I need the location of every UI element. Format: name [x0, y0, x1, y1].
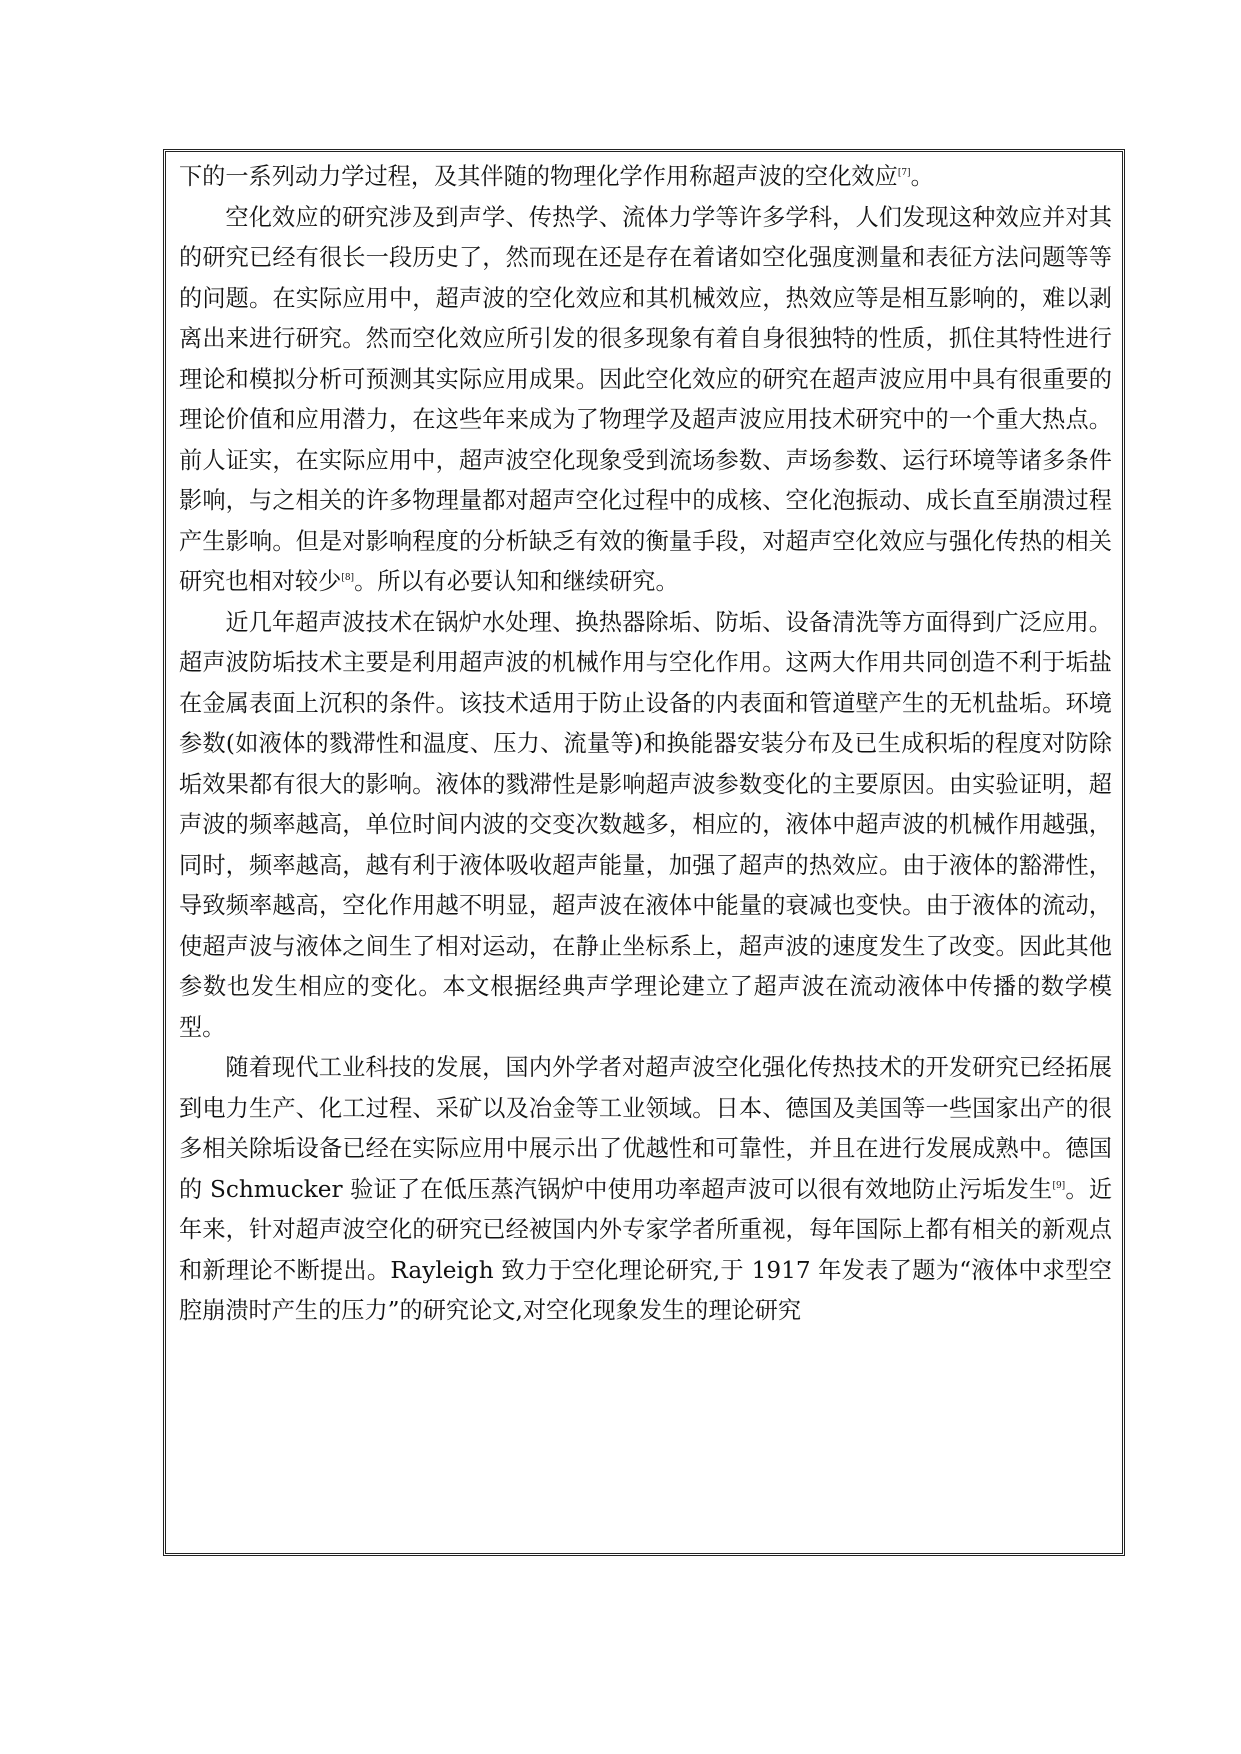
citation-9: [9] — [1052, 1180, 1066, 1191]
paragraph-2-tail: 。所以有必要认知和继续研究。 — [354, 568, 679, 595]
paragraph-4-text: 随着现代工业科技的发展，国内外学者对超声波空化强化传热技术的开发研究已经拓展到电力生产、化工过程、采矿以及冶金等工业领域。日本、德国及美国等一些国家出产的很多相关除垢设备已经在实际应用中展示出了优越性和可靠性，并且在进行发展成熟中。德国的 Schmucker 验证了在低压蒸汽锅炉中使用功率超声波可以很有效地防止污垢发生 — [179, 1054, 1112, 1203]
paragraph-2-text: 空化效应的研究涉及到声学、传热学、流体力学等许多学科，人们发现这种效应并对其的研究已经有很长一段历史了，然而现在还是存在着诸如空化强度测量和表征方法问题等等的问题。在实际应用中，超声波的空化效应和其机械效应，热效应等是相互影响的，难以剥离出来进行研究。然而空化效应所引发的很多现象有着自身很独特的性质，抓住其特性进行理论和模拟分析可预测其实际应用成果。因此空化效应的研究在超声波应用中具有很重要的理论价值和应用潜力，在这些年来成为了物理学及超声波应用技术研究中的一个重大热点。前人证实，在实际应用中，超声波空化现象受到流场参数、声场参数、运行环境等诸多条件影响，与之相关的许多物理量都对超声空化过程中的成核、空化泡振动、成长直至崩溃过程产生影响。但是对影响程度的分析缺乏有效的衡量手段，对超声空化效应与强化传热的相关研究也相对较少 — [179, 203, 1112, 595]
paragraph-4 — [179, 1048, 1112, 1332]
paragraph-1 — [179, 157, 1112, 198]
page-border-frame — [163, 149, 1125, 1556]
paragraph-3-text: 近几年超声波技术在锅炉水处理、换热器除垢、防垢、设备清洗等方面得到广泛应用。超声波防垢技术主要是利用超声波的机械作用与空化作用。这两大作用共同创造不利于垢盐在金属表面上沉积的条件。该技术适用于防止设备的内表面和管道壁产生的无机盐垢。环境参数(如液体的戮滞性和温度、压力、流量等)和换能器安装分布及已生成积垢的程度对防除垢效果都有很大的影响。液体的戮滞性是影响超声波参数变化的主要原因。由实验证明，超声波的频率越高，单位时间内波的交变次数越多，相应的，液体中超声波的机械作用越强，同时，频率越高，越有利于液体吸收超声能量，加强了超声的热效应。由于液体的豁滞性，导致频率越高，空化作用越不明显，超声波在液体中能量的衰减也变快。由于液体的流动，使超声波与液体之间生了相对运动，在静止坐标系上，超声波的速度发生了改变。因此其他参数也发生相应的变化。本文根据经典声学理论建立了超声波在流动液体中传播的数学模型。 — [179, 608, 1112, 1041]
citation-7: [7] — [897, 168, 911, 178]
paragraph-1-tail: 。 — [910, 163, 934, 190]
paragraph-2 — [179, 198, 1112, 603]
paragraph-1-text: 下的一系列动力学过程，及其伴随的物理化学作用称超声波的空化效应 — [179, 163, 898, 190]
paragraph-4-tail: 。近年来，针对超声波空化的研究已经被国内外专家学者所重视，每年国际上都有相关的新观点和新理论不断提出。Rayleigh 致力于空化理论研究,于 1917 年发表了题为“液体中求型空腔崩溃时产生的压力”的研究论文,对空化现象发生的理论研究 — [179, 1175, 1113, 1324]
paragraph-3 — [179, 603, 1112, 1049]
body-text — [179, 157, 1112, 1332]
citation-8: [8] — [341, 573, 355, 583]
